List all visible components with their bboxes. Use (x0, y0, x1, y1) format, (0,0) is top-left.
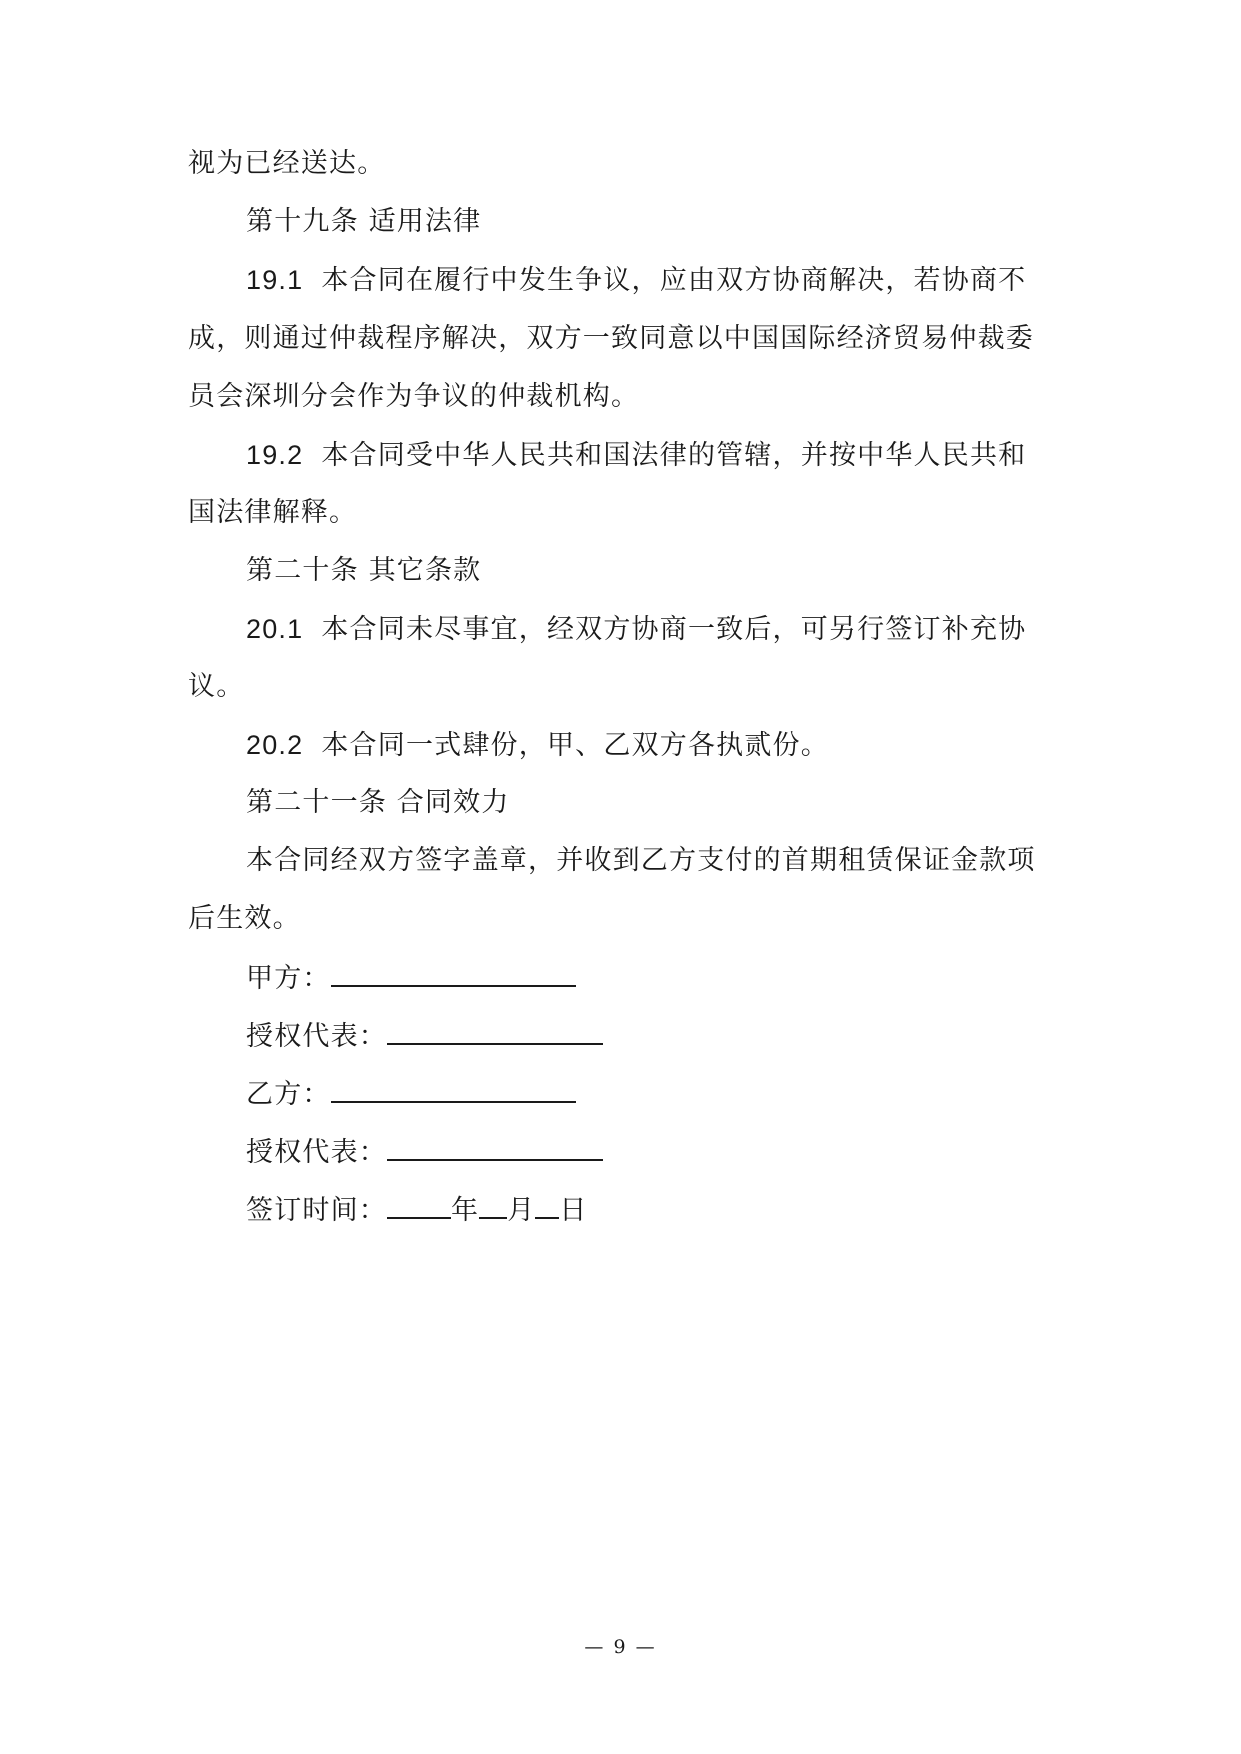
sign-date-label: 签订时间： (246, 1195, 387, 1226)
clause-20-1-line (246, 611, 1026, 648)
party-a-rep-blank[interactable] (387, 1017, 603, 1045)
day-label: 日 (559, 1195, 588, 1226)
year-label: 年 (451, 1195, 480, 1226)
party-b-label: 乙方： (246, 1079, 331, 1110)
sign-date-line (246, 1191, 588, 1229)
clause-text: 本合同在履行中发生争议，应由双方协商解决，若协商不 (321, 265, 1027, 296)
clause-text: 本合同未尽事宜，经双方协商一致后，可另行签订补充协 (321, 614, 1027, 645)
paragraph-line: 员会深圳分会作为争议的仲裁机构。 (188, 381, 640, 412)
party-a-blank[interactable] (331, 959, 576, 987)
party-a-rep-signature-line (246, 1017, 603, 1055)
clause-text: 本合同一式肆份，甲、乙双方各执贰份。 (321, 730, 829, 761)
article-21-heading: 第二十一条 合同效力 (246, 787, 510, 818)
clause-number: 20.2 (246, 730, 304, 760)
party-b-rep-blank[interactable] (387, 1133, 603, 1161)
article-20-heading: 第二十条 其它条款 (246, 555, 482, 586)
paragraph-line: 后生效。 (188, 903, 301, 934)
month-label: 月 (507, 1195, 536, 1226)
party-a-rep-label: 授权代表： (246, 1021, 387, 1052)
paragraph-line: 成，则通过仲裁程序解决，双方一致同意以中国国际经济贸易仲裁委 (188, 323, 1034, 354)
clause-text: 本合同受中华人民共和国法律的管辖，并按中华人民共和 (321, 440, 1027, 471)
clause-20-2-line (246, 727, 829, 764)
clause-number: 19.2 (246, 440, 304, 470)
clause-19-2-line (246, 437, 1026, 474)
clause-number: 19.1 (246, 265, 304, 295)
page-number: — 9 — (584, 1636, 657, 1658)
paragraph-line: 国法律解释。 (188, 497, 358, 528)
paragraph-line: 视为已经送达。 (188, 148, 386, 179)
clause-number: 20.1 (246, 614, 304, 644)
paragraph-line: 本合同经双方签字盖章，并收到乙方支付的首期租赁保证金款项 (246, 845, 1036, 876)
party-a-label: 甲方： (246, 963, 331, 994)
month-blank[interactable] (479, 1191, 507, 1219)
party-b-signature-line (246, 1075, 576, 1113)
article-19-heading: 第十九条 适用法律 (246, 206, 482, 237)
paragraph-line: 议。 (188, 671, 245, 702)
year-blank[interactable] (387, 1191, 451, 1219)
clause-19-1-line (246, 262, 1026, 299)
party-a-signature-line (246, 959, 576, 997)
day-blank[interactable] (535, 1191, 559, 1219)
party-b-rep-label: 授权代表： (246, 1137, 387, 1168)
party-b-blank[interactable] (331, 1075, 576, 1103)
party-b-rep-signature-line (246, 1133, 603, 1171)
